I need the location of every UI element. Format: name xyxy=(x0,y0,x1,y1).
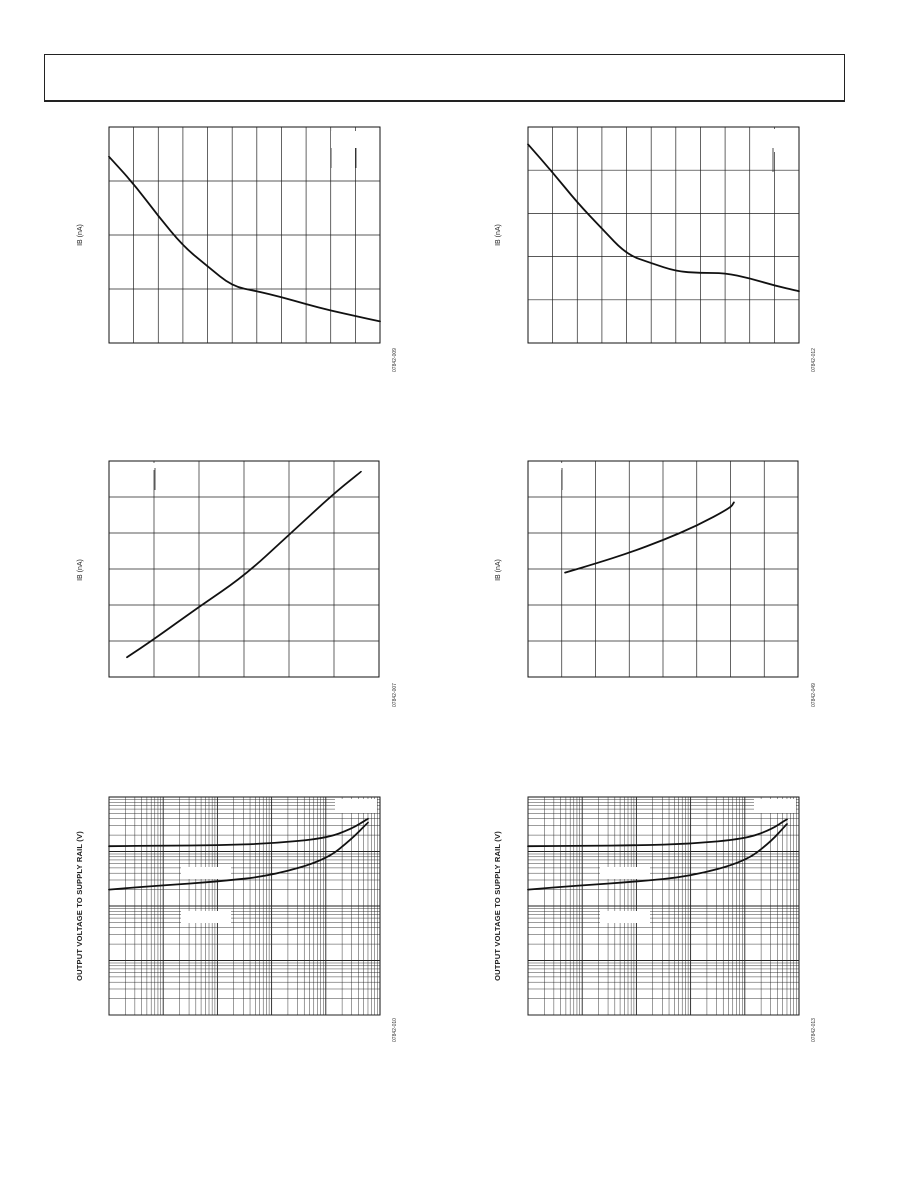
label-patch xyxy=(600,911,650,923)
label-patch xyxy=(600,867,650,879)
figure-code: 07842-013 xyxy=(811,1018,817,1042)
figure-code: 07842-012 xyxy=(811,348,817,372)
y-axis-label: IB (nA) xyxy=(495,224,502,246)
series-line-1 xyxy=(109,819,368,847)
series-line-2 xyxy=(109,823,368,890)
legend-patch xyxy=(754,799,796,813)
chart-vout-rail-1 xyxy=(75,797,398,1042)
series-line-1 xyxy=(528,819,787,846)
figure-code: 07842-010 xyxy=(392,1018,398,1042)
figure-code: 07842-009 xyxy=(392,348,398,372)
chart-vout-rail-2 xyxy=(493,797,817,1042)
y-axis-label: IB (nA) xyxy=(77,559,84,581)
legend-patch xyxy=(331,131,356,148)
chart-ib-curve-1 xyxy=(77,127,398,372)
label-patch xyxy=(181,867,231,879)
series-line-1 xyxy=(528,144,799,291)
label-patch xyxy=(181,911,231,923)
chart-ib-curve-3 xyxy=(77,461,398,707)
plot-frame xyxy=(528,127,799,343)
y-axis-label: IB (nA) xyxy=(495,559,502,581)
y-axis-label: OUTPUT VOLTAGE TO SUPPLY RAIL (V) xyxy=(75,831,84,981)
figure-code: 07842-049 xyxy=(811,683,817,707)
y-axis-label: OUTPUT VOLTAGE TO SUPPLY RAIL (V) xyxy=(493,831,502,981)
series-line-1 xyxy=(565,502,734,572)
chart-ib-curve-2 xyxy=(495,127,817,372)
series-line-1 xyxy=(109,157,380,322)
chart-ib-curve-4 xyxy=(495,461,817,707)
figure-code: 07842-007 xyxy=(392,683,398,707)
legend-patch xyxy=(335,799,377,813)
y-axis-label: IB (nA) xyxy=(77,224,84,246)
